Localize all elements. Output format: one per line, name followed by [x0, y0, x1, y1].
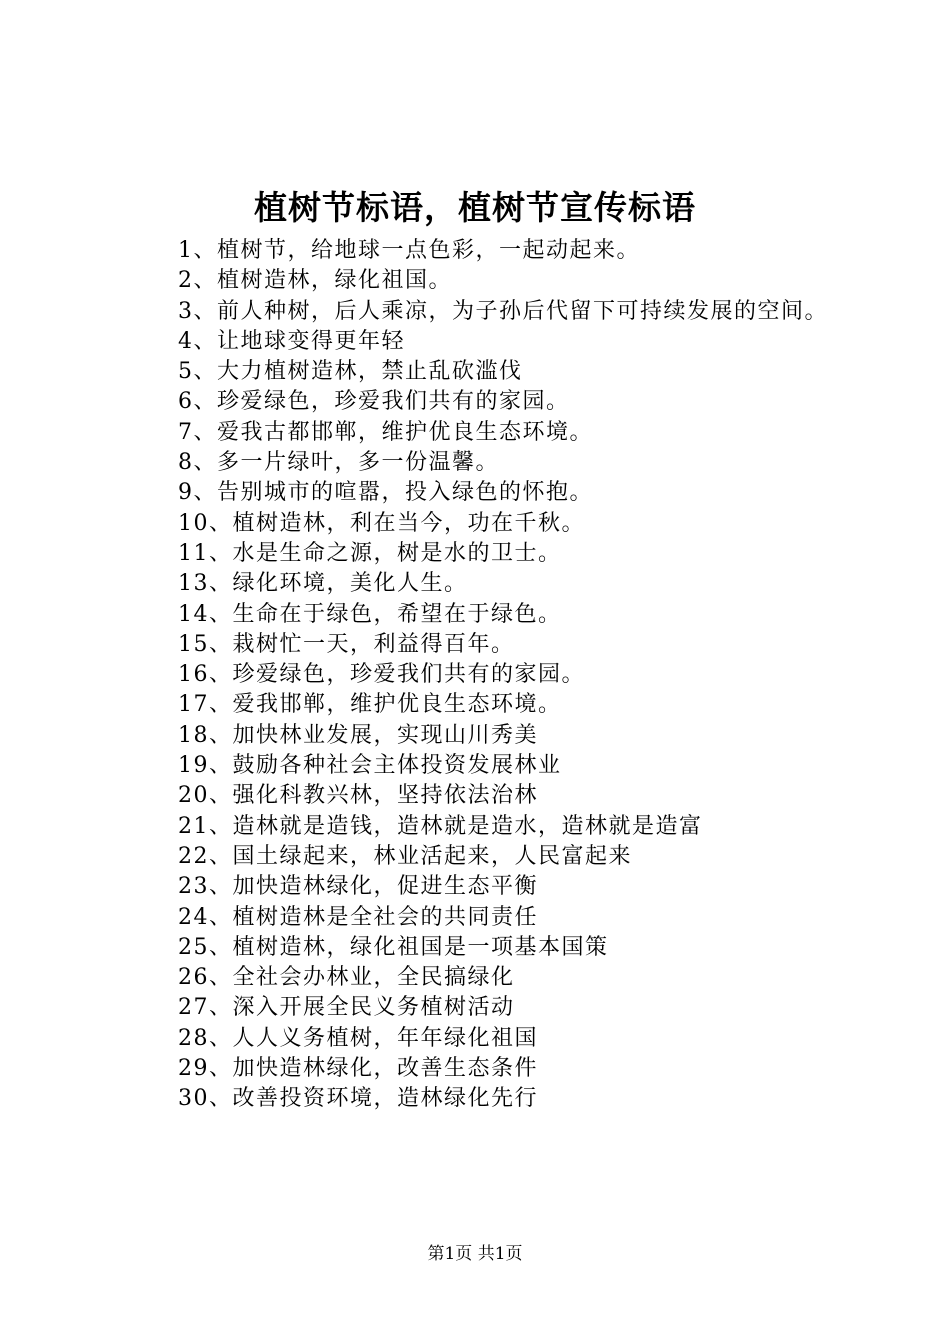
- list-item: 4、让地球变得更年轻: [178, 328, 405, 354]
- list-item: 6、珍爱绿色，珍爱我们共有的家园。: [178, 389, 570, 415]
- list-item: 11、水是生命之源，树是水的卫士。: [178, 540, 562, 566]
- list-item: 30、改善投资环境，造林绿化先行: [178, 1086, 538, 1112]
- list-item: 5、大力植树造林，禁止乱砍滥伐: [178, 359, 523, 385]
- list-item: 9、告别城市的喧嚣，投入绿色的怀抱。: [178, 480, 593, 506]
- list-item: 25、植树造林，绿化祖国是一项基本国策: [178, 934, 609, 960]
- list-item: 14、生命在于绿色，希望在于绿色。: [178, 601, 562, 627]
- list-item: 20、强化科教兴林，坚持依法治林: [178, 783, 538, 809]
- list-item: 16、珍爱绿色，珍爱我们共有的家园。: [178, 662, 585, 688]
- list-item: 26、全社会办林业，全民搞绿化: [178, 965, 515, 991]
- list-item: 22、国土绿起来，林业活起来，人民富起来: [178, 843, 632, 869]
- list-item: 13、绿化环境，美化人生。: [178, 571, 468, 597]
- slogan-list: [130, 236, 830, 1115]
- list-item: 8、多一片绿叶，多一份温馨。: [178, 450, 499, 476]
- page-footer: 第1页 共1页: [427, 1244, 523, 1264]
- list-item: 18、加快林业发展，实现山川秀美: [178, 722, 538, 748]
- list-item: 2、植树造林，绿化祖国。: [178, 268, 452, 294]
- list-item: 23、加快造林绿化，促进生态平衡: [178, 874, 538, 900]
- list-item: 10、植树造林，利在当今，功在千秋。: [178, 510, 585, 536]
- list-item: 15、栽树忙一天，利益得百年。: [178, 631, 515, 657]
- list-item: 17、爱我邯郸，维护优良生态环境。: [178, 692, 562, 718]
- list-item: 1、植树节，给地球一点色彩，一起动起来。: [178, 238, 640, 263]
- list-item: 27、深入开展全民义务植树活动: [178, 995, 515, 1021]
- list-item: 3、前人种树，后人乘凉，为子孙后代留下可持续发展的空间。: [178, 298, 828, 324]
- list-item: 7、爱我古都邯郸，维护优良生态环境。: [178, 419, 593, 445]
- document-title: 植树节标语，植树节宣传标语: [254, 188, 696, 227]
- list-item: 28、人人义务植树，年年绿化祖国: [178, 1025, 538, 1051]
- list-item: 29、加快造林绿化，改善生态条件: [178, 1056, 538, 1082]
- list-item: 21、造林就是造钱，造林就是造水，造林就是造富: [178, 813, 703, 839]
- list-item: 19、鼓励各种社会主体投资发展林业: [178, 753, 562, 779]
- list-item: 24、植树造林是全社会的共同责任: [178, 904, 538, 930]
